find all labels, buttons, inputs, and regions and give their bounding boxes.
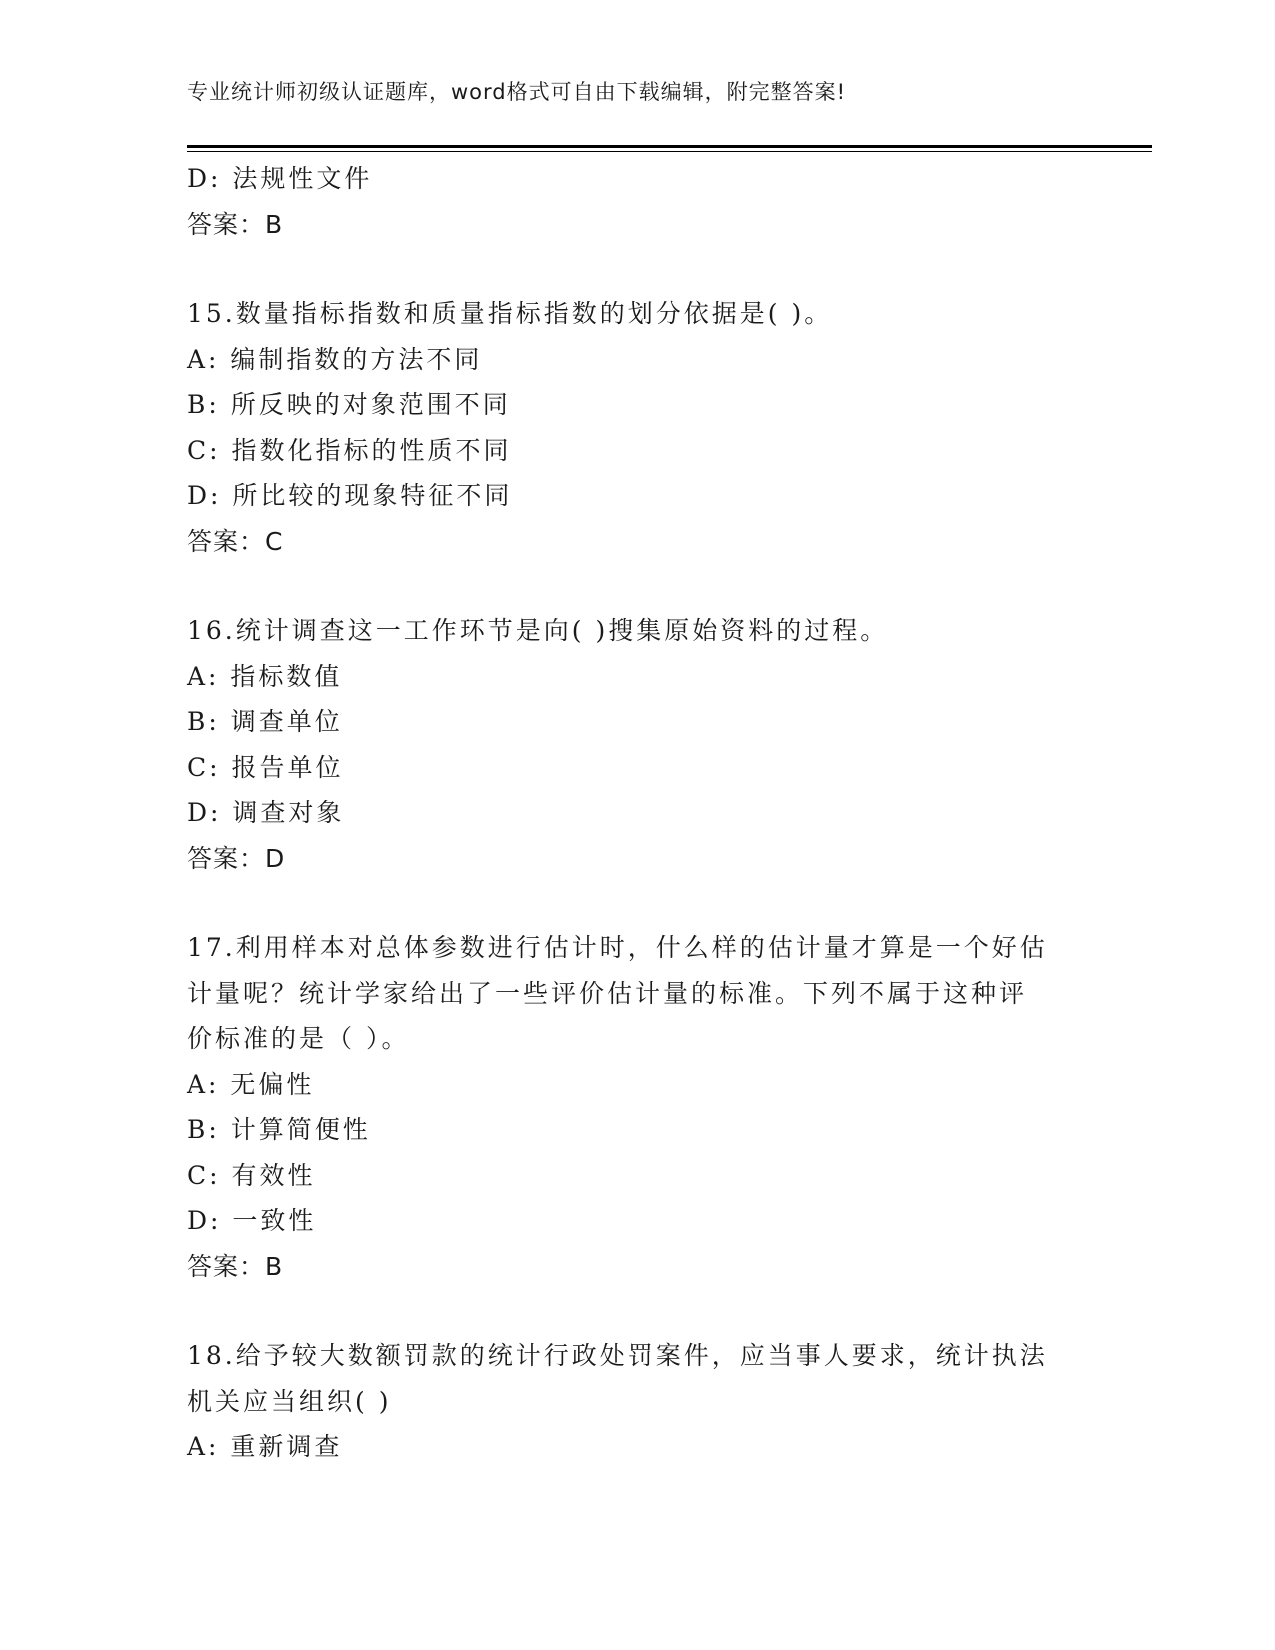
question-16-answer: 答案：D: [187, 843, 286, 873]
spacer: [187, 1289, 1087, 1333]
question-17-answer: 答案：B: [187, 1251, 284, 1281]
question-18-option-a: A: 重新调查: [187, 1432, 343, 1461]
question-17-option-d: D: 一致性: [187, 1206, 317, 1235]
question-15-option-b: B: 所反映的对象范围不同: [187, 390, 511, 419]
question-17-stem-line-2: 计量呢？统计学家给出了一些评价估计量的标准。下列不属于这种评: [187, 978, 1028, 1008]
question-18-stem-line-1: 18.给予较大数额罚款的统计行政处罚案件，应当事人要求，统计执法: [187, 1341, 1048, 1370]
spacer: [187, 881, 1087, 925]
question-15-answer: 答案：C: [187, 526, 284, 556]
question-17-option-b: B: 计算简便性: [187, 1115, 371, 1144]
option-d-prev: D: 法规性文件: [187, 164, 373, 193]
spacer: [187, 247, 1087, 291]
question-15-option-a: A: 编制指数的方法不同: [187, 344, 483, 374]
page-header: 专业统计师初级认证题库，word格式可自由下载编辑，附完整答案!: [187, 80, 847, 104]
question-17-option-c: C: 有效性: [187, 1160, 316, 1190]
question-15-stem: 15.数量指标指数和质量指标指数的划分依据是( )。: [187, 299, 833, 328]
question-16-option-d: D: 调查对象: [187, 798, 345, 827]
question-15-option-d: D: 所比较的现象特征不同: [187, 481, 513, 510]
question-content: [187, 156, 1087, 1470]
question-16-option-b: B: 调查单位: [187, 707, 343, 736]
question-18-stem-line-2: 机关应当组织( ): [187, 1386, 392, 1416]
header-rule-thick: [187, 145, 1152, 148]
question-16-stem: 16.统计调查这一工作环节是向( )搜集原始资料的过程。: [187, 616, 889, 645]
question-16-option-a: A: 指标数值: [187, 661, 343, 691]
question-17-stem-line-3: 价标准的是（ ）。: [187, 1024, 410, 1053]
answer-prev: 答案：B: [187, 209, 284, 239]
question-17-option-a: A: 无偏性: [187, 1069, 315, 1099]
question-16-option-c: C: 报告单位: [187, 752, 344, 782]
question-17-stem-line-1: 17.利用样本对总体参数进行估计时，什么样的估计量才算是一个好估: [187, 933, 1048, 962]
header-rule-thin: [187, 151, 1152, 152]
spacer: [187, 564, 1087, 608]
question-15-option-c: C: 指数化指标的性质不同: [187, 435, 512, 465]
